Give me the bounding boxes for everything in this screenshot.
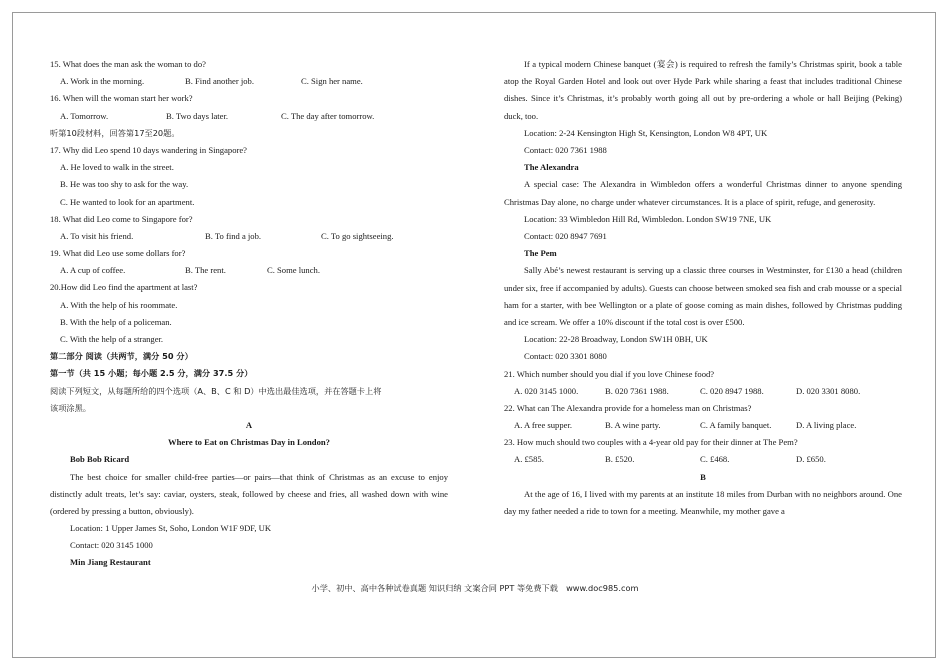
option-b: B. With the help of a policeman. bbox=[60, 316, 172, 327]
restaurant-location-pem: Location: 22-28 Broadway, London SW1H 0BH, UK bbox=[524, 334, 708, 345]
option-c: C. A family banquet. bbox=[700, 420, 772, 431]
option-c: C. He wanted to look for an apartment. bbox=[60, 196, 195, 207]
restaurant-contact-pem: Contact: 020 3301 8080 bbox=[524, 351, 607, 362]
question-15: 15. What does the man ask the woman to do? bbox=[50, 59, 206, 69]
option-a: A. He loved to walk in the street. bbox=[60, 162, 174, 173]
right-column bbox=[504, 56, 902, 520]
section-one-heading: 第一节（共 15 小题；每小题 2.5 分，满分 37.5 分） bbox=[50, 368, 253, 379]
option-c: C. Some lunch. bbox=[267, 265, 320, 276]
option-c: C. The day after tomorrow. bbox=[281, 110, 375, 121]
restaurant-location-alexandra: Location: 33 Wimbledon Hill Rd, Wimbledon. London SW19 7NE, UK bbox=[524, 213, 772, 224]
option-c: C. Sign her name. bbox=[301, 76, 363, 87]
option-a: A. A cup of coffee. bbox=[60, 265, 126, 276]
reading-instruction-line1: 阅读下列短文，从每题所给的四个选项（A、B、C 和 D）中选出最佳选项，并在答题卡上将 bbox=[50, 385, 382, 396]
passage-b-label: B bbox=[700, 471, 706, 482]
restaurant-contact-min-jiang: Contact: 020 7361 1988 bbox=[524, 145, 607, 155]
restaurant-name-alexandra: The Alexandra bbox=[524, 162, 579, 173]
question-23: 23. How much should two couples with a 4-year old pay for their dinner at The Pem? bbox=[504, 437, 798, 448]
question-19-options bbox=[50, 262, 448, 279]
reading-instruction-line2: 该项涂黑。 bbox=[50, 402, 91, 413]
option-c: C. 020 8947 1988. bbox=[700, 385, 764, 396]
restaurant-contact-alexandra: Contact: 020 8947 7691 bbox=[524, 230, 607, 241]
option-b: B. He was too shy to ask for the way. bbox=[60, 179, 189, 190]
option-a: A. To visit his friend. bbox=[60, 230, 134, 241]
left-column bbox=[50, 56, 448, 572]
question-21: 21. Which number should you dial if you love Chinese food? bbox=[504, 368, 715, 379]
passage-b-text: At the age of 16, I lived with my parents at an institute 18 miles from Durban with no neighbors around. One day my father needed a ride to town for a meeting. Meanwhile, my mother gave a bbox=[504, 488, 902, 517]
option-b: B. A wine party. bbox=[605, 420, 661, 431]
option-b: B. The rent. bbox=[185, 265, 226, 276]
option-c: C. To go sightseeing. bbox=[321, 230, 394, 241]
option-a: A. A free supper. bbox=[514, 420, 572, 431]
option-b: B. Two days later. bbox=[166, 110, 229, 121]
page-footer: 小学、初中、高中各种试卷真题 知识归纳 文案合同 PPT 等免费下载 www.doc985.com bbox=[311, 583, 639, 593]
question-16: 16. When will the woman start her work? bbox=[50, 93, 193, 104]
part-two-heading: 第二部分 阅读（共两节，满分 50 分） bbox=[50, 351, 193, 362]
option-a: A. £585. bbox=[514, 454, 544, 465]
question-17: 17. Why did Leo spend 10 days wandering in Singapore? bbox=[50, 144, 247, 155]
option-a: A. With the help of his roommate. bbox=[60, 299, 178, 310]
option-a: A. 020 3145 1000. bbox=[514, 385, 579, 396]
restaurant-description-min-jiang: If a typical modern Chinese banquet (宴会) is required to refresh the family’s Christmas spirit, book a table atop the Royal Garden Hotel and look out over Hyde Park while sharing a feast that includes traditional Chinese dishes. Since it’s Christmas, it’s probably worth going all out by pre-ordering a whole or hall Beijing (Peking) duck, too. bbox=[504, 59, 902, 121]
question-21-options bbox=[504, 383, 902, 400]
option-a: A. Work in the morning. bbox=[60, 76, 145, 87]
question-22: 22. What can The Alexandra provide for a homeless man on Christmas? bbox=[504, 402, 752, 413]
option-d: D. A living place. bbox=[796, 420, 857, 431]
question-15-options bbox=[50, 73, 448, 90]
question-18-options bbox=[50, 228, 448, 245]
question-16-options bbox=[50, 108, 448, 125]
question-23-options bbox=[504, 451, 902, 468]
option-b: B. To find a job. bbox=[205, 230, 262, 241]
question-20: 20.How did Leo find the apartment at last? bbox=[50, 282, 198, 293]
passage-a-title: Where to Eat on Christmas Day in London? bbox=[168, 437, 330, 448]
listening-instruction: 听第10段材料，回答第17至20题。 bbox=[50, 127, 180, 138]
option-b: B. Find another job. bbox=[185, 76, 254, 87]
restaurant-name-pem: The Pem bbox=[524, 248, 557, 259]
option-a: A. Tomorrow. bbox=[60, 110, 109, 121]
question-18: 18. What did Leo come to Singapore for? bbox=[50, 213, 193, 224]
option-b: B. £520. bbox=[605, 454, 635, 465]
restaurant-contact-bob-bob-ricard: Contact: 020 3145 1000 bbox=[70, 540, 153, 551]
restaurant-description-pem: Sally Abé’s newest restaurant is serving up a classic three courses in Westminster, for £130 a head (children under six, free if accompanied by adults). Guests can choose between smoked sea fish and crab mousse or a special ham for a starter, with bee Wellington or a plate of goose coming as main dishes, followed by Christmas pudding and ice scream. We offer a 10% discount if the total cost is over £500. bbox=[504, 265, 902, 327]
question-22-options bbox=[504, 417, 902, 434]
option-c: C. £468. bbox=[700, 454, 730, 465]
restaurant-location-bob-bob-ricard: Location: 1 Upper James St, Soho, London W1F 9DF, UK bbox=[70, 523, 272, 534]
option-d: D. 020 3301 8080. bbox=[796, 385, 861, 396]
option-c: C. With the help of a stranger. bbox=[60, 334, 164, 344]
restaurant-description-bob-bob-ricard: The best choice for smaller child-free parties—or pairs—that think of Christmas as an excuse to enjoy distinctly adult treats, let’s say: caviar, oysters, steak, followed by cheese and fries, all washed down with wine (ordered by pressing a button, obviously). bbox=[50, 471, 448, 516]
passage-a-label: A bbox=[245, 419, 253, 430]
restaurant-location-min-jiang: Location: 2-24 Kensington High St, Kensington, London W8 4PT, UK bbox=[524, 127, 768, 138]
option-d: D. £650. bbox=[796, 454, 826, 465]
restaurant-name-min-jiang: Min Jiang Restaurant bbox=[70, 557, 151, 568]
question-19: 19. What did Leo use some dollars for? bbox=[50, 248, 186, 259]
restaurant-description-alexandra: A special case: The Alexandra in Wimbledon offers a wonderful Christmas dinner to anyone spending Christmas Day alone, no charge under whatever circumstances. It is a place of spirit, refuge, and generosity. bbox=[504, 179, 902, 207]
restaurant-name-bob-bob-ricard: Bob Bob Ricard bbox=[70, 454, 130, 465]
option-b: B. 020 7361 1988. bbox=[605, 385, 669, 396]
